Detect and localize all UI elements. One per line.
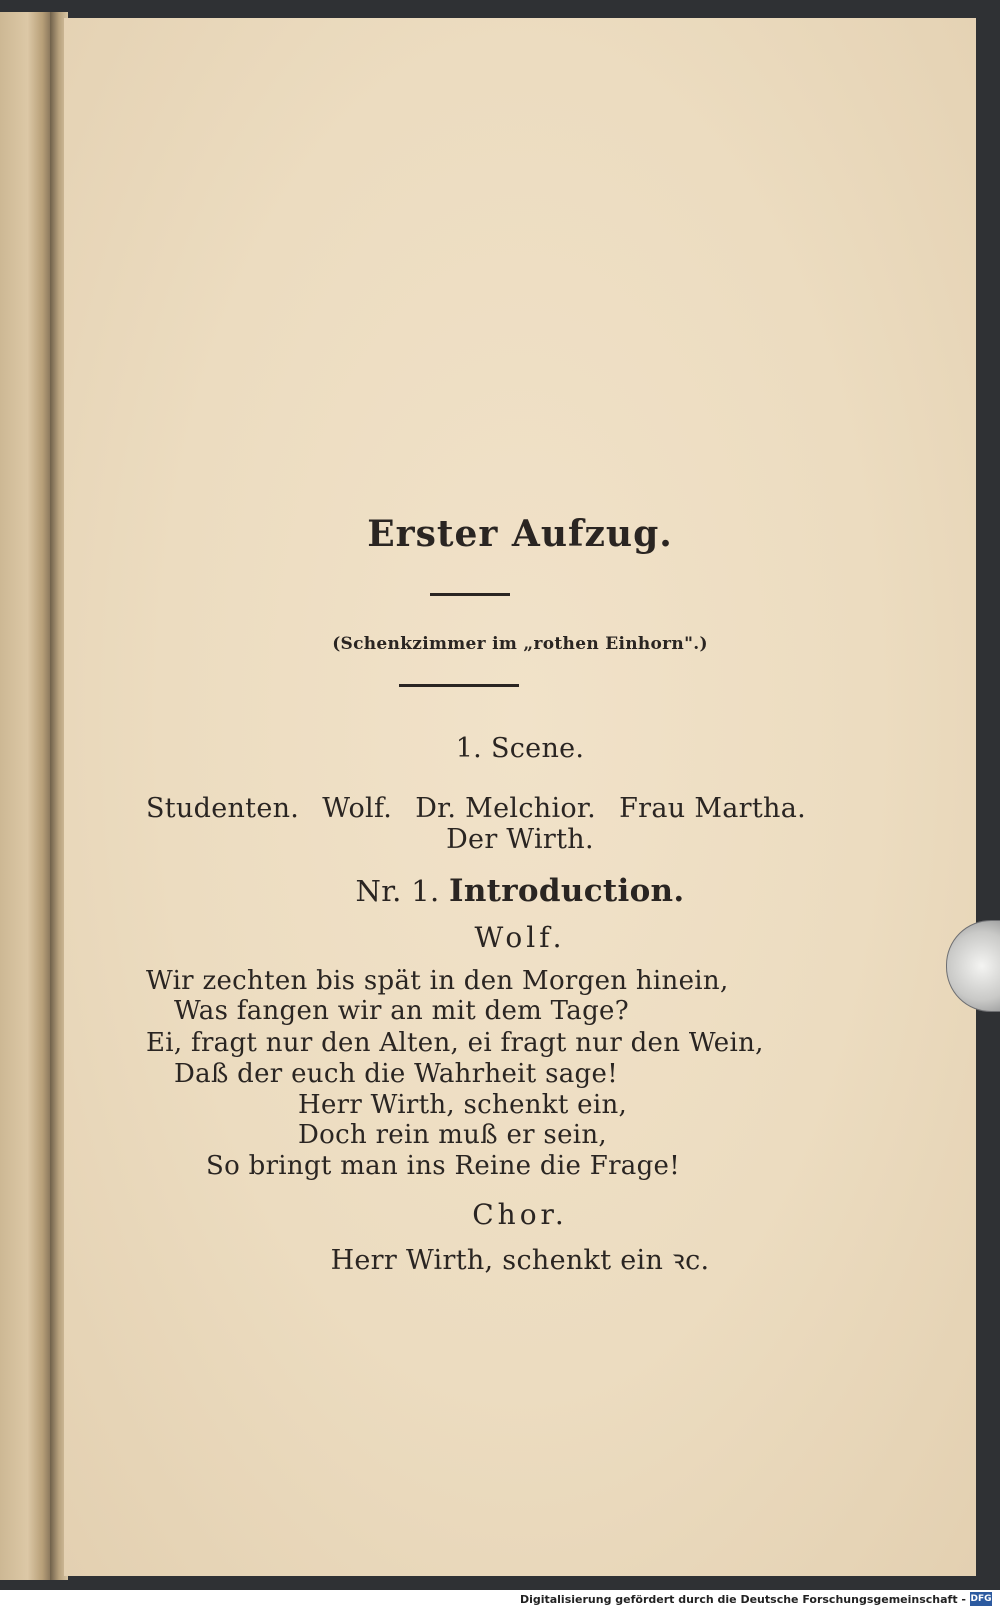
number-heading xyxy=(64,873,976,909)
number-prefix: Nr. 1. xyxy=(355,874,440,908)
page-text xyxy=(64,18,976,1576)
speaker-chor: Chor. xyxy=(472,1198,568,1231)
character-wirth: Der Wirth. xyxy=(446,824,594,855)
digitization-credit: Digitalisierung gefördert durch die Deutsche Forschungsgemeinschaft - xyxy=(519,1593,966,1606)
character-wolf: Wolf. xyxy=(322,793,393,824)
verse-line: Herr Wirth, schenkt ein, xyxy=(298,1090,628,1120)
stage-direction: (Schenkzimmer im „rothen Einhorn".) xyxy=(332,634,708,654)
scene-heading: 1. Scene. xyxy=(455,733,585,764)
verse-line: Ei, fragt nur den Alten, ei fragt nur den Wein, xyxy=(146,1028,764,1058)
character-melchior: Dr. Melchior. xyxy=(415,793,597,824)
character-martha: Frau Martha. xyxy=(619,793,806,824)
chor-line: Herr Wirth, schenkt ein ꝛc. xyxy=(330,1245,710,1276)
act-title: Erster Aufzug. xyxy=(367,513,673,555)
stage-rule xyxy=(399,684,519,687)
dfg-logo: DFG xyxy=(970,1594,992,1604)
character-studenten: Studenten. xyxy=(146,793,300,824)
number-title: Introduction. xyxy=(449,873,685,909)
verse-line: So bringt man ins Reine die Frage! xyxy=(206,1151,680,1181)
verse-line: Wir zechten bis spät in den Morgen hinein, xyxy=(146,966,729,996)
verse-line: Doch rein muß er sein, xyxy=(298,1120,607,1150)
verse-line: Daß der euch die Wahrheit sage! xyxy=(174,1059,618,1089)
verse-line: Was fangen wir an mit dem Tage? xyxy=(174,996,629,1026)
title-rule xyxy=(430,593,510,596)
left-page-edge xyxy=(0,12,50,1580)
character-list xyxy=(146,793,806,824)
speaker-wolf: Wolf. xyxy=(474,921,566,954)
